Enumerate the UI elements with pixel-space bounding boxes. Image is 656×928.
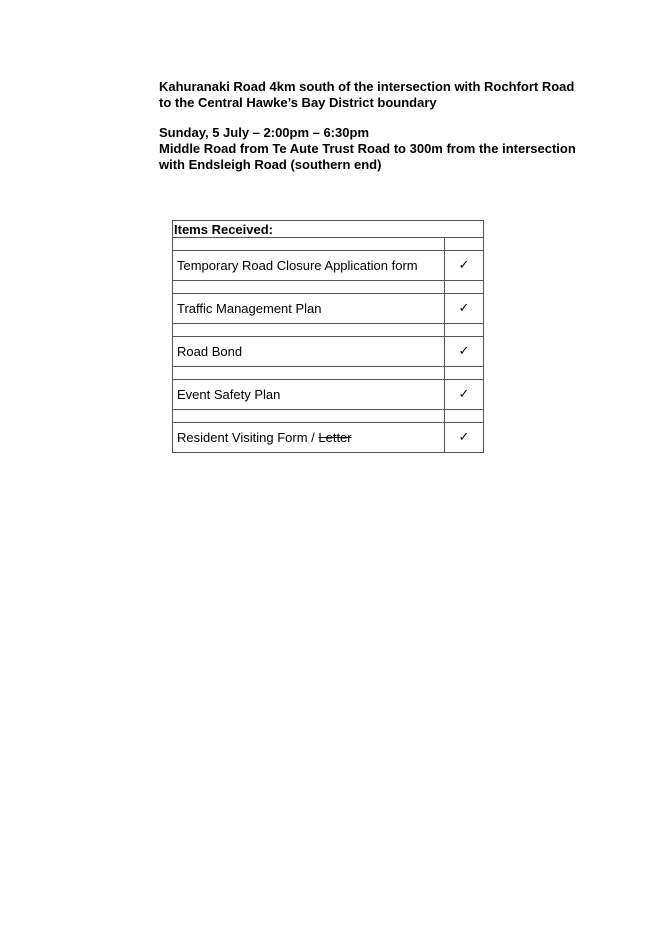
table-row — [173, 423, 484, 453]
paragraph-2-line-3: with Endsleigh Road (southern end) — [159, 157, 382, 172]
table-row — [173, 380, 484, 410]
item-label: Event Safety Plan — [173, 380, 445, 410]
spacer-row — [173, 367, 484, 380]
item-label: Road Bond — [173, 337, 445, 367]
item-label-resident-visiting — [173, 423, 445, 453]
paragraph-2-line-2: Middle Road from Te Aute Trust Road to 300m from the intersection — [159, 141, 576, 156]
check-mark-icon: ✓ — [445, 380, 484, 410]
paragraph-2-date: Sunday, 5 July – 2:00pm – 6:30pm — [159, 125, 370, 140]
spacer-row — [173, 324, 484, 337]
paragraph-1-line-1: Kahuranaki Road 4km south of the intersection with Rochfort Road — [159, 79, 575, 94]
table-row — [173, 251, 484, 281]
table-row — [173, 337, 484, 367]
check-mark-icon: ✓ — [445, 294, 484, 324]
item-label-prefix: Resident Visiting Form / — [177, 430, 319, 445]
table-header: Items Received: — [173, 221, 484, 238]
check-mark-icon: ✓ — [445, 423, 484, 453]
item-label: Temporary Road Closure Application form — [173, 251, 445, 281]
spacer-row — [173, 281, 484, 294]
items-received-table — [172, 220, 484, 453]
road-closure-paragraph-1 — [159, 79, 599, 111]
check-mark-icon: ✓ — [445, 251, 484, 281]
check-mark-icon: ✓ — [445, 337, 484, 367]
item-label: Traffic Management Plan — [173, 294, 445, 324]
table-header-row — [173, 221, 484, 238]
struck-through-text: Letter — [318, 430, 352, 445]
road-closure-paragraph-2 — [159, 125, 599, 173]
table-row — [173, 294, 484, 324]
spacer-row — [173, 238, 484, 251]
spacer-row — [173, 410, 484, 423]
paragraph-1-line-2: to the Central Hawke’s Bay District boundary — [159, 95, 437, 110]
